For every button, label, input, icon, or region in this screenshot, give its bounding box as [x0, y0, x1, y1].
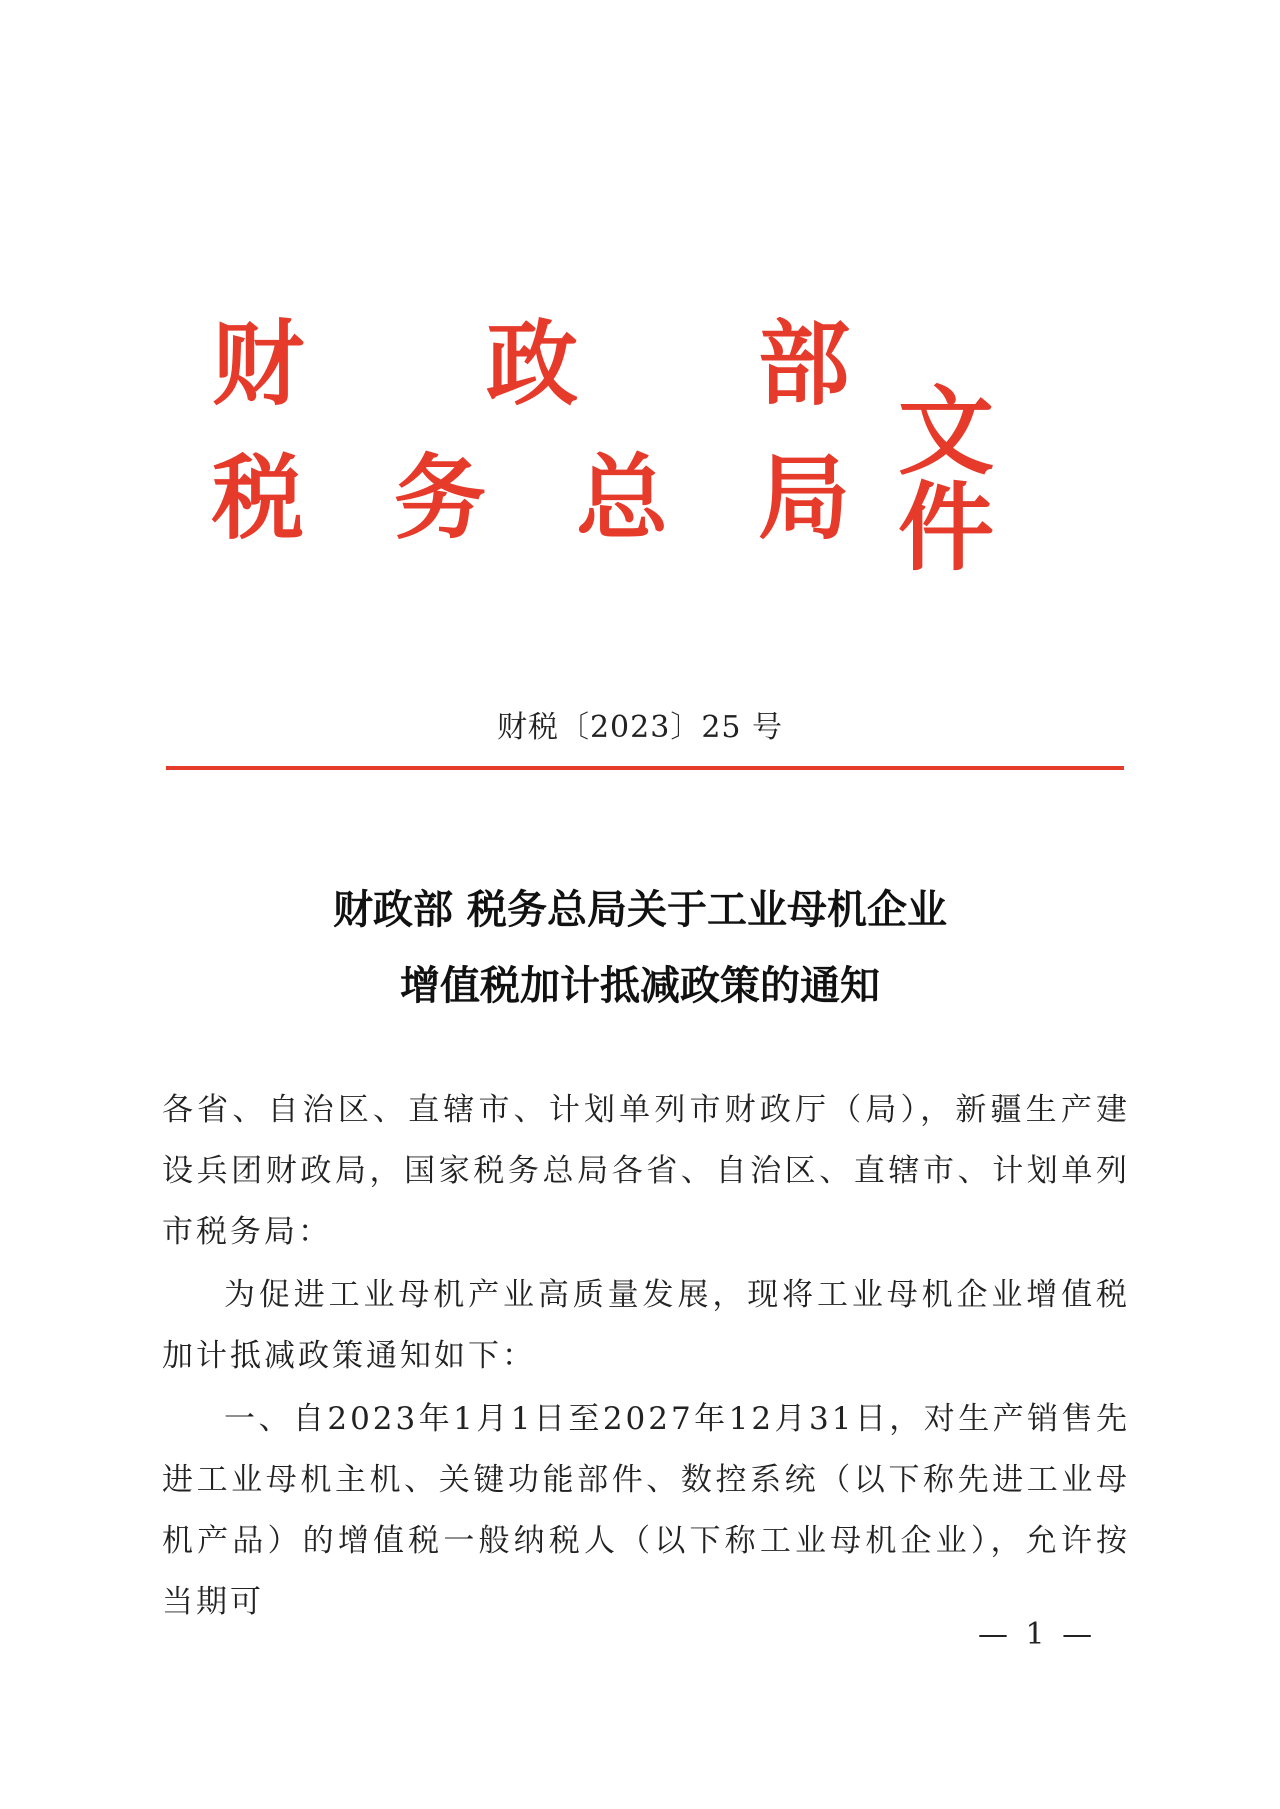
document-title-line-1: 财政部 税务总局关于工业母机企业	[333, 886, 947, 933]
masthead-char: 政	[486, 310, 579, 418]
masthead-char: 部	[758, 310, 851, 418]
masthead-char: 财	[212, 310, 305, 418]
document-number: 财税〔2023〕25 号	[496, 710, 784, 745]
masthead-char: 务	[394, 444, 487, 552]
body-paragraph: 为促进工业母机产业高质量发展，现将工业母机企业增值税加计抵减政策通知如下：	[162, 1277, 1130, 1374]
masthead-char: 局	[758, 444, 851, 552]
red-separator-line	[166, 766, 1124, 770]
salutation-paragraph: 各省、自治区、直辖市、计划单列市财政厅（局），新疆生产建设兵团财政局，国家税务总局各省、自治区、直辖市、计划单列市税务局：	[162, 1092, 1130, 1250]
page-number: — 1 —	[978, 1617, 1097, 1652]
document-title-line-2: 增值税加计抵减政策的通知	[400, 962, 880, 1009]
masthead-char: 税	[212, 444, 305, 552]
masthead-char: 总	[576, 444, 669, 552]
masthead-document-word: 文件	[898, 375, 994, 584]
body-paragraph: 一、自2023年1月1日至2027年12月31日，对生产销售先进工业母机主机、关键功能部件、数控系统（以下称先进工业母机产品）的增值税一般纳税人（以下称工业母机企业），允许按当期可	[162, 1401, 1130, 1620]
